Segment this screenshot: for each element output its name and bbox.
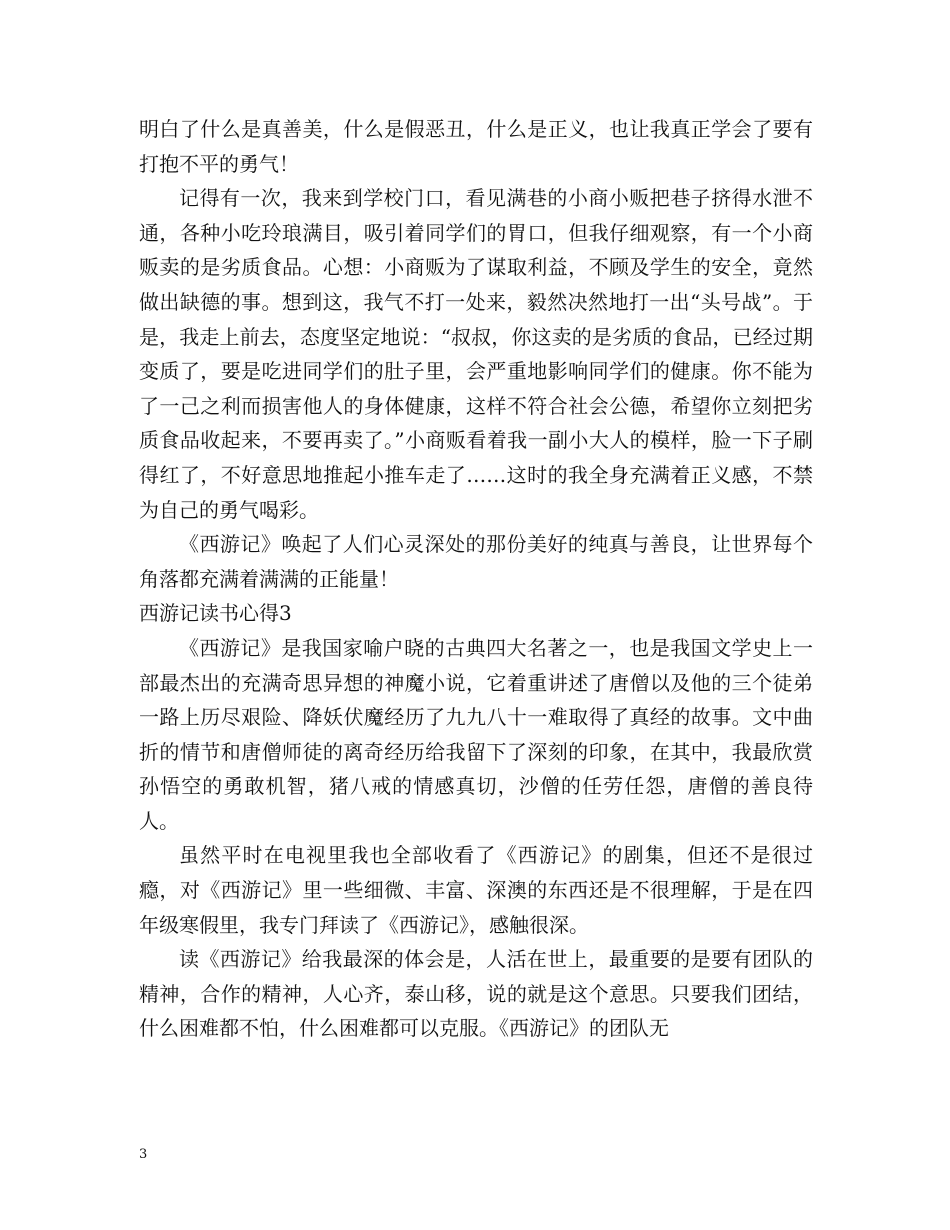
paragraph-anecdote: 记得有一次，我来到学校门口，看见满巷的小商小贩把巷子挤得水泄不通，各种小吃玲琅满目，吸引着同学们的胃口，但我仔细观察，有一个小商贩卖的是劣质食品。心想：小商贩为了谋取利益，不顾及学生的安全，竟然做出缺德的事。想到这，我气不打一处来，毅然决然地打一出“头号战”。于是，我走上前去，态度坚定地说：“叔叔，你这卖的是劣质的食品，已经过期变质了，要是吃进同学们的肚子里，会严重地影响同学们的健康。你不能为了一己之利而损害他人的身体健康，这样不符合社会公德，希望你立刻把劣质食品收起来，不要再卖了。”小商贩看着我一副小大人的模样，脸一下子刷得红了，不好意思地推起小推车走了……这时的我全身充满着正义感，不禁为自己的勇气喝彩。: [139, 186, 813, 522]
paragraph-introduction: 《西游记》是我国家喻户晓的古典四大名著之一，也是我国文学史上一部最杰出的充满奇思异想的神魔小说，它着重讲述了唐僧以及他的三个徒弟一路上历尽艰险、降妖伏魔经历了九九八十一难取得了真经的故事。文中曲折的情节和唐僧师徒的离奇经历给我留下了深刻的印象，在其中，我最欣赏孙悟空的勇敢机智，猪八戒的情感真切，沙僧的任劳任怨，唐僧的善良待人。: [139, 635, 813, 833]
paragraph-reading: 虽然平时在电视里我也全部收看了《西游记》的剧集，但还不是很过瘾，对《西游记》里一些细微、丰富、深澳的东西还是不很理解，于是在四年级寒假里，我专门拜读了《西游记》，感触很深。: [139, 843, 813, 937]
document-body: [139, 112, 813, 1046]
paragraph-conclusion: 《西游记》唤起了人们心灵深处的那份美好的纯真与善良，让世界每个角落都充满着满满的正能量！: [139, 532, 813, 591]
paragraph-teamwork: 读《西游记》给我最深的体会是，人活在世上，最重要的是要有团队的精神，合作的精神，人心齐，泰山移，说的就是这个意思。只要我们团结，什么困难都不怕，什么困难都可以克服。《西游记》的团队无: [139, 947, 813, 1041]
page-number: 3: [139, 1147, 148, 1162]
section-heading: 西游记读书心得3: [139, 601, 292, 626]
paragraph-continuation: 明白了什么是真善美，什么是假恶丑，什么是正义，也让我真正学会了要有打抱不平的勇气！: [139, 117, 813, 176]
